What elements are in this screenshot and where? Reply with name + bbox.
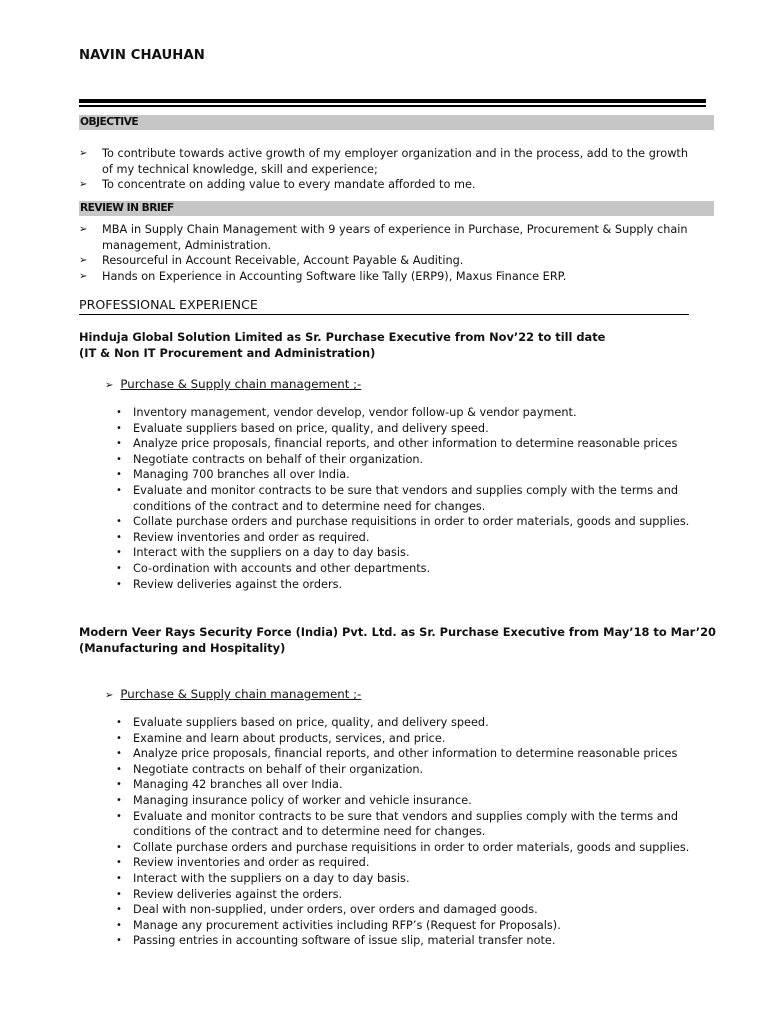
bullet-icon: • — [116, 578, 122, 590]
arrow-bullet-icon: ➢ — [79, 148, 88, 159]
list-item: ➢ To concentrate on adding value to every mandate afforded to me. — [79, 178, 476, 192]
list-item: • Managing 700 branches all over India. — [116, 468, 350, 482]
list-item: • Managing 42 branches all over India. — [116, 778, 343, 792]
list-item: • Co-ordination with accounts and other departments. — [116, 561, 431, 575]
arrow-bullet-icon: ➢ — [79, 224, 88, 235]
bullet-icon: • — [116, 717, 122, 728]
list-item: • Analyze price proposals, financial reports, and other information to determine reasonable prices — [116, 747, 678, 761]
list-item: • Manage any procurement activities including RFP’s (Request for Proposals). — [116, 918, 561, 932]
job-title: Modern Veer Rays Security Force (India) Pvt. Ltd. as Sr. Purchase Executive from May’18 to Mar’20 — [79, 625, 716, 639]
job-subtitle: (Manufacturing and Hospitality) — [79, 641, 286, 655]
bullet-icon: • — [116, 469, 122, 481]
bullet-icon: • — [116, 407, 122, 418]
job-section-heading: ➢ Purchase & Supply chain management ;- — [105, 377, 362, 391]
list-item: • Evaluate and monitor contracts to be sure that vendors and supplies comply with the terms and conditions of the contract and to determine need for changes. — [116, 809, 679, 839]
job-subtitle: (IT & Non IT Procurement and Administration) — [79, 346, 376, 360]
review-heading: REVIEW IN BRIEF — [79, 201, 714, 216]
header-rule-thick — [79, 99, 706, 103]
bullet-icon: • — [116, 919, 122, 931]
list-item: • Negotiate contracts on behalf of their organization. — [116, 452, 424, 466]
list-item: ➢ MBA in Supply Chain Management with 9 years of experience in Purchase, Procurement & Supply chain management, Administration. — [79, 223, 688, 252]
bullet-icon: • — [116, 888, 122, 900]
bullet-icon: • — [116, 531, 122, 543]
review-list — [79, 222, 699, 284]
list-item: • Collate purchase orders and purchase requisitions in order to order materials, goods and supplies. — [116, 840, 690, 854]
list-item: • Interact with the suppliers on a day to day basis. — [116, 871, 410, 885]
list-item: • Deal with non-supplied, under orders, over orders and damaged goods. — [116, 903, 538, 917]
list-item: • Review deliveries against the orders. — [116, 887, 343, 901]
bullet-icon: • — [116, 763, 122, 775]
job-section-heading: ➢ Purchase & Supply chain management ;- — [105, 687, 362, 701]
bullet-icon: • — [116, 484, 122, 496]
bullet-icon: • — [116, 810, 122, 822]
list-item: • Inventory management, vendor develop, vendor follow-up & vendor payment. — [116, 406, 577, 419]
list-item: ➢ To contribute towards active growth of my employer organization and in the process, add to the growth of my technical knowledge, skill and experience; — [79, 147, 689, 176]
bullet-icon: • — [116, 438, 122, 450]
list-item: • Interact with the suppliers on a day to day basis. — [116, 546, 410, 560]
job-duties-list — [115, 715, 715, 949]
list-item: ➢ Resourceful in Account Receivable, Account Payable & Auditing. — [79, 254, 464, 268]
arrow-bullet-icon: ➢ — [79, 270, 88, 282]
arrow-bullet-icon: ➢ — [79, 255, 88, 267]
list-item: • Collate purchase orders and purchase requisitions in order to order materials, goods and supplies. — [116, 515, 690, 529]
list-item: • Negotiate contracts on behalf of their organization. — [116, 762, 424, 776]
bullet-icon: • — [116, 935, 122, 947]
arrow-bullet-icon: ➢ — [105, 380, 114, 391]
list-item: • Evaluate suppliers based on price, quality, and delivery speed. — [116, 716, 489, 729]
bullet-icon: • — [116, 422, 122, 434]
bullet-icon: • — [116, 547, 122, 559]
list-item: • Passing entries in accounting software of issue slip, material transfer note. — [116, 934, 556, 948]
list-item: • Review inventories and order as required. — [116, 856, 370, 870]
bullet-icon: • — [116, 732, 122, 744]
list-item: • Managing insurance policy of worker and vehicle insurance. — [116, 793, 472, 807]
bullet-icon: • — [116, 562, 122, 574]
list-item: • Evaluate and monitor contracts to be sure that vendors and supplies comply with the terms and conditions of the contract and to determine need for changes. — [116, 483, 679, 513]
list-item: • Review deliveries against the orders. — [116, 577, 343, 591]
list-item: ➢ Hands on Experience in Accounting Software like Tally (ERP9), Maxus Finance ERP. — [79, 269, 567, 283]
list-item: • Analyze price proposals, financial reports, and other information to determine reasonable prices — [116, 437, 678, 451]
header-rule-thin — [79, 105, 706, 107]
experience-heading: PROFESSIONAL EXPERIENCE — [79, 297, 689, 315]
bullet-icon: • — [116, 453, 122, 465]
bullet-icon: • — [116, 794, 122, 806]
job-title: Hinduja Global Solution Limited as Sr. Purchase Executive from Nov’22 to till date — [79, 330, 606, 344]
objective-list — [79, 146, 699, 193]
bullet-icon: • — [116, 748, 122, 760]
bullet-icon: • — [116, 841, 122, 853]
list-item: • Evaluate suppliers based on price, quality, and delivery speed. — [116, 421, 489, 435]
job-duties-list — [115, 405, 715, 592]
list-item: • Review inventories and order as required. — [116, 530, 370, 544]
bullet-icon: • — [116, 516, 122, 528]
list-item: • Examine and learn about products, services, and price. — [116, 731, 446, 745]
bullet-icon: • — [116, 779, 122, 791]
arrow-bullet-icon: ➢ — [105, 690, 114, 701]
bullet-icon: • — [116, 872, 122, 884]
arrow-bullet-icon: ➢ — [79, 179, 88, 191]
objective-heading: OBJECTIVE — [79, 115, 714, 130]
bullet-icon: • — [116, 904, 122, 916]
bullet-icon: • — [116, 857, 122, 869]
candidate-name: NAVIN CHAUHAN — [79, 48, 205, 63]
